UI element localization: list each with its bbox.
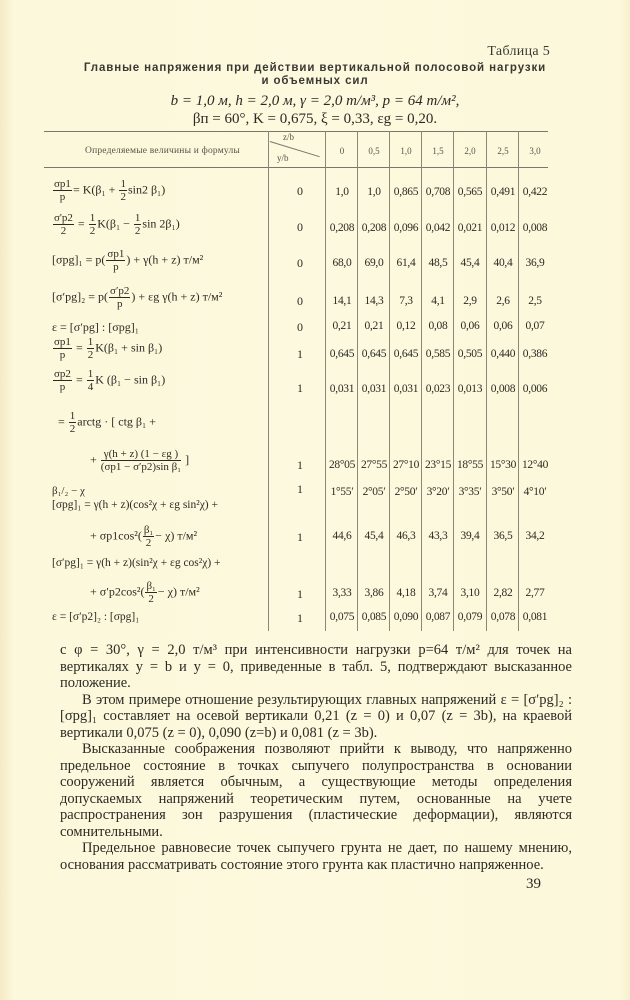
col-divider-yb xyxy=(325,131,326,631)
yb-value: 1 xyxy=(297,347,303,361)
formula-row-8b: + $\frac{\gamma(h + z) (1 - \varepsilon g )}{\text{(σp1 − σ′p2)sin β₁}}$ ] xyxy=(90,448,190,473)
formula-row-10a: [σpg]₁ = γ(h + z)(cos²χ + εg sin²χ) + xyxy=(52,499,218,511)
fraction: $\frac{\text{β₁}}{2}$ xyxy=(146,580,156,605)
formula-row-11a: [σ′pg]₁ = γ(h + z)(sin²χ + εg cos²χ) + xyxy=(52,557,221,569)
cell: 0,21 xyxy=(332,320,352,332)
cell: 7,3 xyxy=(399,295,413,307)
fraction: $\frac{1}{2}$ xyxy=(134,212,141,237)
cell: 1°55′ xyxy=(330,486,354,498)
cell: 0,087 xyxy=(425,611,451,623)
cell: 39,4 xyxy=(460,530,480,542)
cell: 3°35′ xyxy=(458,486,482,498)
cell: 2,82 xyxy=(493,587,513,599)
paragraph: с φ = 30°, γ = 2,0 т/м³ при интенсивности нагрузки p=64 т/м² для точек на вертикалях y = b и y = 0, приведенные в табл. 5, подтверждают высказанное положение. xyxy=(60,642,572,691)
fraction: $\frac{1}{4}$ xyxy=(87,368,94,393)
cell: 44,6 xyxy=(332,530,352,542)
params-line-2: βп = 60°, K = 0,675, ξ = 0,33, εg = 0,20. xyxy=(192,111,438,127)
cell: 2°05′ xyxy=(362,486,386,498)
cell: 14,3 xyxy=(364,295,384,307)
cell: 27°10 xyxy=(392,459,420,471)
cell: 0,078 xyxy=(490,611,516,623)
table-number-label: Таблица 5 xyxy=(487,44,550,59)
header-col-1-0: 1,0 xyxy=(400,146,412,156)
cell: 0,031 xyxy=(393,383,419,395)
cell: 0,491 xyxy=(490,186,516,198)
cell: 23°15 xyxy=(424,459,452,471)
cell: 4,18 xyxy=(396,587,416,599)
fraction: $\frac{\sigma'p2}{p}$ xyxy=(110,285,130,310)
formula-row-12: ε = [σ′p2]₂ : [σpg]₁ xyxy=(52,611,140,623)
header-col-2-0: 2,0 xyxy=(464,146,476,156)
caption-line-1: Главные напряжения при действии вертикальной полосовой нагрузки xyxy=(83,62,547,74)
formula-row-2: $\frac{\sigma'p2}{2}$ = $\frac{1}{2}$ K(β₁ − $\frac{1}{2}$ sin 2β₁) xyxy=(54,212,180,237)
cell: 0,06 xyxy=(493,320,513,332)
cell: 12°40 xyxy=(521,459,549,471)
col-divider-3 xyxy=(421,131,422,631)
formula-row-4: [σ′pg]₂ = p( $\frac{\sigma'p2}{p}$ ) + εg γ(h + z) т/м² xyxy=(52,285,223,310)
cell: 3,10 xyxy=(460,587,480,599)
cell: 2°50′ xyxy=(394,486,418,498)
formula-row-9: β₁/₂ − χ xyxy=(52,485,85,497)
cell: 14,1 xyxy=(332,295,352,307)
cell: 48,5 xyxy=(428,257,448,269)
fraction: $\frac{\sigma p1}{p}$ xyxy=(54,178,71,203)
cell: 36,5 xyxy=(493,530,513,542)
table-caption xyxy=(60,62,570,88)
cell: 68,0 xyxy=(332,257,352,269)
formula-row-3: [σpg]₁ = p( $\frac{\sigma p1}{p}$ ) + γ(h + z) т/м² xyxy=(52,248,204,273)
cell: 0,06 xyxy=(460,320,480,332)
cell: 45,4 xyxy=(364,530,384,542)
fraction: $\frac{\sigma p1}{p}$ xyxy=(54,336,71,361)
paragraph: Высказанные соображения позволяют прийти к выводу, что напряженно предельное состояние в точках сыпучего полупространства в основании сооружений является обычным, а существующие методы определения допускаемых напряжений теоретическим путем, основанные на учете распространения зон разрушения (пластические деформации), являются сомнительными. xyxy=(60,741,572,840)
yb-value: 1 xyxy=(297,482,303,496)
yb-value: 0 xyxy=(297,256,303,270)
formula-row-5: ε = [σ′pg] : [σpg]₁ xyxy=(52,320,139,334)
formula-row-10b: + σp1cos²( $\frac{\text{β₁}}{2}$ − χ) т/м² xyxy=(90,524,198,549)
cell: 15°30 xyxy=(489,459,517,471)
cell: 0,208 xyxy=(329,222,355,234)
fraction: $\frac{\text{β₁}}{2}$ xyxy=(143,524,154,549)
cell: 0,023 xyxy=(425,383,451,395)
header-zb-label: z/b xyxy=(283,132,294,142)
cell: 0,440 xyxy=(490,348,516,360)
cell: 0,07 xyxy=(525,320,545,332)
header-yb-label: y/b xyxy=(277,153,289,163)
formula-row-7: $\frac{\sigma p2}{p}$ = $\frac{1}{4}$ K (β₁ − sin β₁) xyxy=(54,368,166,393)
col-divider-2 xyxy=(389,131,390,631)
header-formulas-label: Определяемые величины и формулы xyxy=(85,146,240,156)
cell: 0,075 xyxy=(329,611,355,623)
col-divider-formula xyxy=(268,131,269,631)
cell: 0,565 xyxy=(457,186,483,198)
yb-value: 0 xyxy=(297,220,303,234)
params-line-1: b = 1,0 м, h = 2,0 м, γ = 2,0 т/м³, p = 64 т/м², xyxy=(170,93,460,109)
yb-value: 1 xyxy=(297,381,303,395)
cell: 2,6 xyxy=(496,295,510,307)
cell: 0,006 xyxy=(522,383,548,395)
fraction: $\frac{\sigma'p2}{2}$ xyxy=(54,212,73,237)
cell: 0,085 xyxy=(361,611,387,623)
header-col-0-5: 0,5 xyxy=(368,146,380,156)
cell: 3°20′ xyxy=(426,486,450,498)
page-number: 39 xyxy=(526,876,541,892)
cell: 2,77 xyxy=(525,587,545,599)
cell: 0,505 xyxy=(457,348,483,360)
header-col-0: 0 xyxy=(339,146,345,156)
cell: 0,08 xyxy=(428,320,448,332)
cell: 3,74 xyxy=(428,587,448,599)
fraction: $\frac{1}{2}$ xyxy=(69,410,76,435)
fraction: $\frac{\sigma p2}{p}$ xyxy=(54,368,71,393)
cell: 43,3 xyxy=(428,530,448,542)
cell: 2,5 xyxy=(528,295,542,307)
col-divider-5 xyxy=(486,131,487,631)
header-col-2-5: 2,5 xyxy=(497,146,509,156)
cell: 0,645 xyxy=(361,348,387,360)
cell: 34,2 xyxy=(525,530,545,542)
fraction: $\frac{1}{2}$ xyxy=(120,178,126,203)
cell: 3°50′ xyxy=(491,486,515,498)
cell: 0,386 xyxy=(522,348,548,360)
yb-value: 1 xyxy=(297,611,303,625)
cell: 0,008 xyxy=(490,383,516,395)
fraction: $\frac{1}{2}$ xyxy=(89,212,96,237)
cell: 2,9 xyxy=(463,295,477,307)
formula-row-11b: + σ′p2cos²( $\frac{\text{β₁}}{2}$ − χ) т/м² xyxy=(90,580,200,605)
cell: 0,096 xyxy=(393,222,419,234)
yb-value: 1 xyxy=(297,587,303,601)
cell: 1,0 xyxy=(367,186,381,198)
cell: 3,33 xyxy=(332,587,352,599)
yb-value: 0 xyxy=(297,294,303,308)
caption-line-2: и объемных сил xyxy=(261,75,369,87)
cell: 0,031 xyxy=(361,383,387,395)
cell: 0,422 xyxy=(522,186,548,198)
cell: 0,042 xyxy=(425,222,451,234)
cell: 0,012 xyxy=(490,222,516,234)
cell: 0,585 xyxy=(425,348,451,360)
yb-value: 1 xyxy=(297,530,303,544)
col-divider-4 xyxy=(453,131,454,631)
cell: 3,86 xyxy=(364,587,384,599)
header-col-1-5: 1,5 xyxy=(432,146,444,156)
cell: 0,21 xyxy=(364,320,384,332)
cell: 0,031 xyxy=(329,383,355,395)
cell: 0,645 xyxy=(329,348,355,360)
cell: 36,9 xyxy=(525,257,545,269)
cell: 28°05 xyxy=(328,459,356,471)
col-divider-1 xyxy=(357,131,358,631)
fraction: $\frac{\gamma(h + z) (1 - \varepsilon g )}{\text{(σp1 − σ′p2)sin β₁}}$ xyxy=(100,448,182,473)
cell: 0,081 xyxy=(522,611,548,623)
formula-row-1: $\frac{\sigma p1}{p}$ = K(β₁ + $\frac{1}{2}$ sin2 β₁) xyxy=(54,178,166,203)
table-header-rule xyxy=(44,167,548,168)
paragraph: Предельное равновесие точек сыпучего грунта не дает, по нашему мнению, основания рассматривать состояние этого грунта как пластично напряженное. xyxy=(60,840,572,873)
yb-value: 1 xyxy=(297,458,303,472)
cell: 4,1 xyxy=(431,295,445,307)
fraction: $\frac{1}{2}$ xyxy=(87,336,94,361)
table-top-rule xyxy=(44,131,548,132)
cell: 40,4 xyxy=(493,257,513,269)
cell: 45,4 xyxy=(460,257,480,269)
formula-row-6: $\frac{\sigma p1}{p}$ = $\frac{1}{2}$ K(β₁ + sin β₁) xyxy=(54,336,163,361)
col-divider-6 xyxy=(518,131,519,631)
yb-value: 0 xyxy=(297,320,303,334)
formula-row-8a: = $\frac{1}{2}$ arctg · [ ctg β₁ + xyxy=(58,410,156,435)
header-col-3-0: 3,0 xyxy=(529,146,541,156)
cell: 0,12 xyxy=(396,320,416,332)
cell: 0,090 xyxy=(393,611,419,623)
cell: 0,645 xyxy=(393,348,419,360)
cell: 46,3 xyxy=(396,530,416,542)
cell: 4°10′ xyxy=(523,486,547,498)
cell: 0,008 xyxy=(522,222,548,234)
yb-value: 0 xyxy=(297,184,303,198)
cell: 61,4 xyxy=(396,257,416,269)
cell: 0,865 xyxy=(393,186,419,198)
cell: 69,0 xyxy=(364,257,384,269)
fraction: $\frac{\sigma p1}{p}$ xyxy=(107,248,125,273)
cell: 18°55 xyxy=(456,459,484,471)
cell: 0,021 xyxy=(457,222,483,234)
cell: 0,708 xyxy=(425,186,451,198)
cell: 1,0 xyxy=(335,186,349,198)
cell: 0,208 xyxy=(361,222,387,234)
cell: 27°55 xyxy=(360,459,388,471)
body-text xyxy=(60,642,572,873)
cell: 0,079 xyxy=(457,611,483,623)
cell: 0,013 xyxy=(457,383,483,395)
paragraph: В этом примере отношение результирующих главных напряжений ε = [σ′pg]₂ : [σpg]₁ составляет на осевой вертикали 0,21 (z = 0) и 0,07 (z = 3b), на краевой вертикали 0,075 (z = 0), 0,090 (z=b) и 0,081 (z = 3b). xyxy=(60,691,572,741)
table-parameters xyxy=(60,92,570,128)
